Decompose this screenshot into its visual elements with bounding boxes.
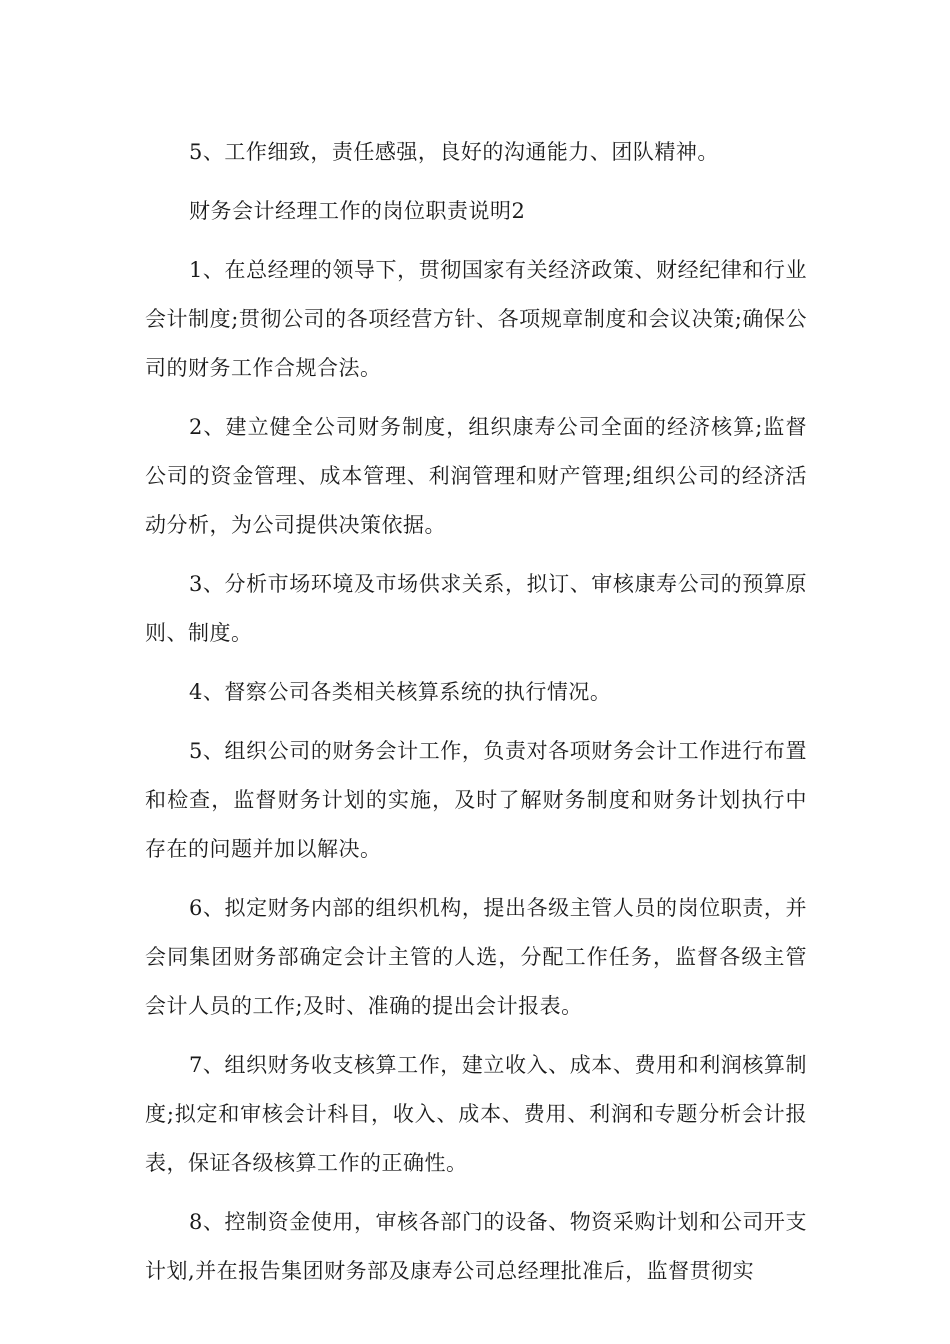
paragraph-duty-6: 6、拟定财务内部的组织机构，提出各级主管人员的岗位职责，并会同集团财务部确定会计主管的人选，分配工作任务，监督各级主管会计人员的工作;及时、准确的提出会计报表。: [145, 896, 807, 1018]
paragraph-duty-3: 3、分析市场环境及市场供求关系，拟订、审核康寿公司的预算原则、制度。: [145, 572, 807, 645]
paragraph-duty-2: 2、建立健全公司财务制度，组织康寿公司全面的经济核算;监督公司的资金管理、成本管理、利润管理和财产管理;组织公司的经济活动分析，为公司提供决策依据。: [145, 415, 807, 537]
paragraph-duty-7: 7、组织财务收支核算工作，建立收入、成本、费用和利润核算制度;拟定和审核会计科目，收入、成本、费用、利润和专题分析会计报表，保证各级核算工作的正确性。: [145, 1053, 807, 1175]
paragraph-duty-5: 5、组织公司的财务会计工作，负责对各项财务会计工作进行布置和检查，监督财务计划的实施，及时了解财务制度和财务计划执行中存在的问题并加以解决。: [145, 739, 807, 861]
document-body: [145, 128, 807, 1306]
paragraph-duty-1: 1、在总经理的领导下，贯彻国家有关经济政策、财经纪律和行业会计制度;贯彻公司的各项经营方针、各项规章制度和会议决策;确保公司的财务工作合规合法。: [145, 258, 807, 380]
paragraph-requirement-5: 5、工作细致，责任感强，良好的沟通能力、团队精神。: [189, 140, 719, 164]
section-heading: 财务会计经理工作的岗位职责说明2: [189, 199, 526, 223]
paragraph-duty-8: 8、控制资金使用，审核各部门的设备、物资采购计划和公司开支计划,并在报告集团财务部及康寿公司总经理批准后，监督贯彻实: [145, 1210, 807, 1283]
paragraph-duty-4: 4、督察公司各类相关核算系统的执行情况。: [189, 680, 612, 704]
